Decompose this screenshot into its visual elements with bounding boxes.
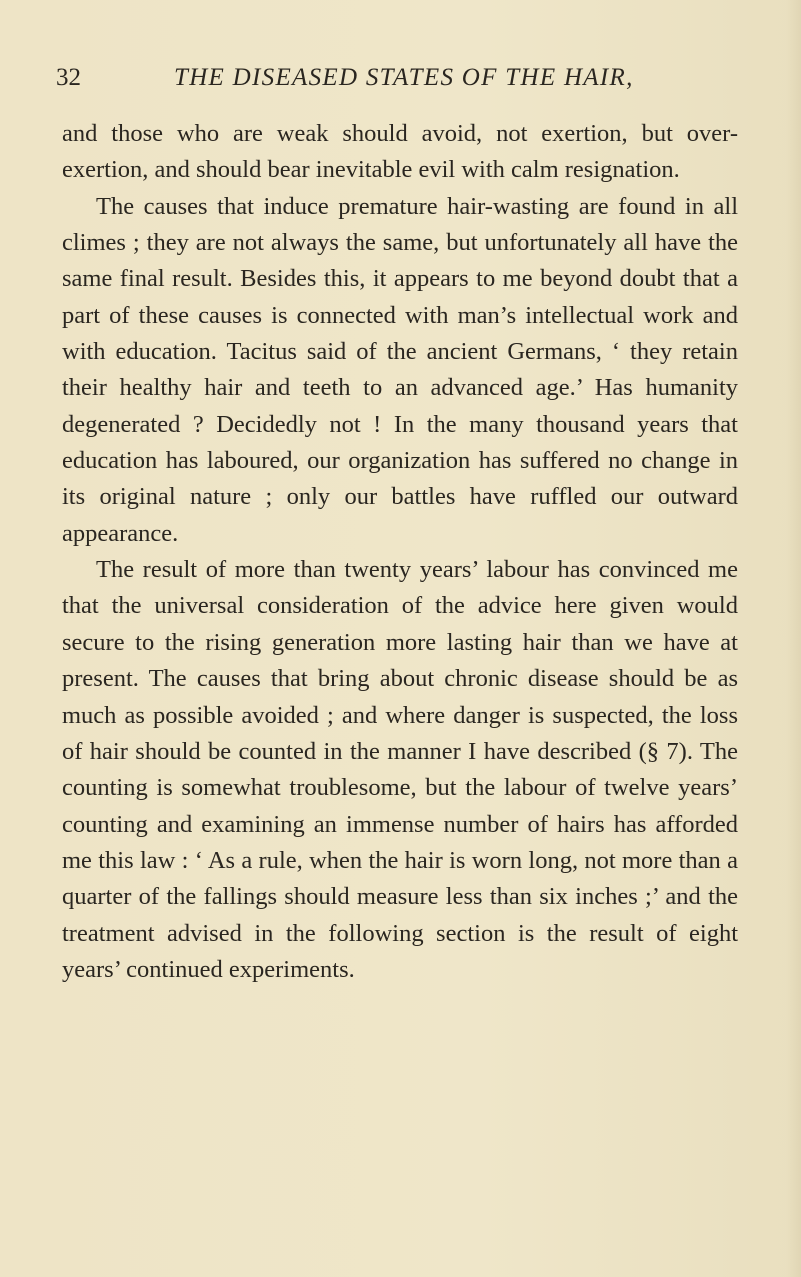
paragraph-result: The result of more than twenty years’ labour has convinced me that the universal consideration of the advice here given would secure to the rising generation more lasting hair than we have at present. The causes that bring about chronic disease should be as much as possible avoided ; and where danger is suspected, the loss of hair should be counted in the manner I have described (§ 7). The counting is somewhat troublesome, but the labour of twelve years’ counting and examining an immense number of hairs has afforded me this law : ‘ As a rule, when the hair is worn long, not more than a quarter of the fallings should measure less than six inches ;’ and the treatment advised in the following section is the result of eight years’ continued experiments. <box>62 556 738 983</box>
page-number: 32 <box>56 64 81 91</box>
page-edge-shadow <box>787 0 801 1277</box>
page-header <box>56 58 676 98</box>
paragraph-causes: The causes that induce premature hair-wasting are found in all climes ; they are not always the same, but unfortunately all have the same final result. Besides this, it appears to me beyond doubt that a part of these causes is connected with man’s intellectual work and with education. Tacitus said of the ancient Germans, ‘ they retain their healthy hair and teeth to an advanced age.’ Has humanity degenerated ? Decidedly not ! In the many thousand years that education has laboured, our organization has suffered no change in its original nature ; only our battles have ruffled our outward appearance. <box>62 192 738 547</box>
paragraph-continuation: and those who are weak should avoid, not exertion, but over-exertion, and should bear inevitable evil with calm resignation. <box>62 120 738 184</box>
running-title: THE DISEASED STATES OF THE HAIR, <box>174 64 634 91</box>
body-text <box>62 116 738 988</box>
